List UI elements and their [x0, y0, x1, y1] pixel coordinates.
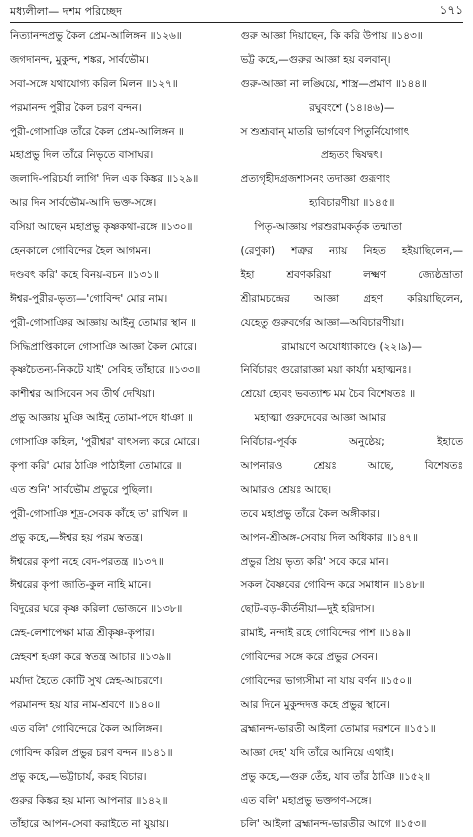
left-text-line: সিদ্ধিপ্রাপ্তিকালে গোসাঞি আজ্ঞা কৈল মোরে।	[10, 340, 197, 353]
left-text-line: মহাপ্রভু দিল তাঁরে নিভৃতে বাসাঘর।	[10, 149, 154, 162]
left-text-line: জগদানন্দ, মুকুন্দ, শঙ্কর, সার্বভৌম।	[10, 53, 149, 66]
left-text-line: গুরুর কিঙ্কর হয় মান্য আপনার ॥১৪২॥	[10, 794, 168, 807]
left-text-line: পরমানন্দ পুরীর কৈল চরণ বন্দন।	[10, 101, 142, 114]
left-text-line: ঈশ্বরের কৃপা নহে বেদ-পরতন্ত্র ॥১৩৭॥	[10, 555, 164, 568]
right-text-line: স শুশ্রূবান্ মাতরি ভার্গবেণ পিতুর্নিযোগাৎ	[240, 125, 410, 138]
left-text-line: ঈশ্বরের কৃপা জাতি-কুল নাহি মানে।	[10, 579, 152, 592]
right-text-line: ইহা শ্রবণকরিয়া লক্ষ্মণ জ্যেষ্ঠভ্রাতা	[240, 268, 463, 281]
right-text-line: ছোট-বড়-কীর্তনীয়া—দুই হরিদাস।	[240, 603, 375, 616]
right-column	[237, 25, 464, 837]
right-text-line: পিতৃ-আজ্ঞায় পরশুরামকর্তৃক তন্মাতা	[254, 221, 402, 234]
left-text-line: কৃপা করি' মোর ঠাঞি পাঠাইলা তোমারে ॥	[10, 460, 182, 473]
right-text-line: প্রভুর প্রিয় ভৃত্য করি' সবে করে মান।	[240, 555, 389, 568]
right-text-line: হ্যবিচারণীয়া ॥১৪৫॥	[309, 197, 395, 210]
left-text-line: পুরী-গোসাঞি শূদ্র-সেবক কাঁহে ত' রাখিল ॥	[10, 507, 188, 520]
left-text-line: এত শুনি' সার্বভৌম প্রভুরে পুছিলা।	[10, 483, 153, 496]
left-text-line: সবা-সঙ্গে যথাযোগ্য করিল মিলন ॥১২৭॥	[10, 77, 178, 90]
right-text-line: চলি' আইলা ব্রহ্মানন্দ-ভারতীর আগে ॥১৫৩॥	[240, 818, 427, 831]
right-text-line: আমারও শ্রেয়ঃ আছে।	[240, 483, 332, 496]
left-text-line: জলাদি-পরিচর্যা লাগি' দিল এক কিঙ্কর ॥১২৯॥	[10, 173, 199, 186]
right-text-line: রামাই, নন্দাই রহে গোবিন্দের পাশ ॥১৪৯॥	[240, 627, 411, 640]
right-text-line: গোবিন্দের সঙ্গে করে প্রভুর সেবন।	[240, 651, 378, 664]
right-text-line: আপন-শ্রীঅঙ্গ-সেবায় দিল অধিকার ॥১৪৭॥	[240, 531, 418, 544]
left-text-line: স্নেহ-লেশাপেক্ষা মাত্র শ্রীকৃষ্ণ-কৃপার।	[10, 627, 155, 640]
right-text-line: (রেণুকা) শত্রুর ন্যায় নিহত হইয়াছিলেন,—	[240, 245, 463, 258]
page-number: ১৭১	[439, 3, 463, 17]
right-text-line: প্রত্যগৃহীদগ্রজশাসনং তদাজ্ঞা গুরূণাং	[240, 173, 390, 186]
left-text-line: কাশীশ্বর আসিবেন সব তীর্থ দেখিয়া।	[10, 388, 155, 401]
left-text-line: মর্যাদা হৈতে কোটি সুখ স্নেহ-আচরণে।	[10, 675, 163, 688]
left-text-line: বিদুরের ঘরে কৃষ্ণ করিলা ভোজনে ॥১৩৮॥	[10, 603, 183, 616]
right-text-line: শ্রীরামচন্দ্রের আজ্ঞা গ্রহণ করিয়াছিলেন,	[240, 292, 463, 305]
right-text-line: নির্বিচার-পূর্বক অনুষ্ঠেয়; ইহাতে	[240, 436, 463, 449]
left-text-line: গোবিন্দ করিল প্রভুর চরণ বন্দন ॥১৪১॥	[10, 746, 173, 759]
left-text-line: হেনকালে গোবিন্দের হৈল আগমন।	[10, 245, 152, 258]
running-title: মধ্যলীলা— দশম পরিচ্ছেদ	[10, 5, 122, 18]
left-text-line: বসিয়া আছেন মহাপ্রভু কৃষ্ণকথা-রঙ্গে ॥১৩০॥	[10, 221, 193, 234]
right-text-line: ভট্ট কহে,—গুরুর আজ্ঞা হয় বলবান্।	[240, 53, 391, 66]
left-text-line: প্রভু আজ্ঞায় মুঞি আইনু তোমা-পদে ধাঞা ॥	[10, 412, 193, 425]
left-text-line: দণ্ডবৎ করি' কহে বিনয়-বচন ॥১৩১॥	[10, 268, 159, 281]
right-text-line: নির্বিচারং গুরোরাজ্ঞা ময়া কার্য্যা মহাত্মনঃ।	[240, 364, 412, 377]
left-text-line: গোসাঞি কহিল, 'পুরীশ্বর' বাৎসল্য করে মোরে।	[10, 436, 200, 449]
right-text-line: যেহেতু গুরুবর্গের আজ্ঞা—অবিচারণীয়া।	[240, 316, 405, 329]
left-text-line: কৃষ্ণচৈতন্য-নিকটে যাই' সেবিহ তাঁহারে ॥১৩৩॥	[10, 364, 201, 377]
right-text-line: ব্রহ্মানন্দ-ভারতী আইলা তোমার দরশনে ॥১৫১॥	[240, 722, 436, 735]
right-text-line: রামায়ণে অযোধ্যাকাণ্ডে (২২।৯)—	[281, 340, 422, 353]
right-text-line: প্রভু কহে,—গুরু তেঁহ, যাব তাঁর ঠাঞি ॥১৫২॥	[240, 770, 431, 783]
left-text-line: প্রভু কহে,—ভট্টাচার্য, করহ বিচার।	[10, 770, 147, 783]
right-text-line: তবে মহাপ্রভু তাঁরে কৈল অঙ্গীকার।	[240, 507, 380, 520]
page-header	[10, 4, 463, 23]
left-text-line: স্নেহবশ হঞা করে স্বতন্ত্র আচার ॥১৩৯॥	[10, 651, 172, 664]
left-text-line: আর দিন সার্বভৌম-আদি ভক্ত-সঙ্গে।	[10, 197, 157, 210]
right-text-line: আর দিনে মুকুন্দদত্ত কহে প্রভুর স্থানে।	[240, 698, 391, 711]
right-text-line: প্রহৃতং দ্বিষদ্বৎ।	[321, 149, 383, 162]
right-text-line: সকল বৈষ্ণবের গোবিন্দ করে সমাধান ॥১৪৮॥	[240, 579, 425, 592]
left-text-line: প্রভু কহে,—ঈশ্বর হয় পরম স্বতন্ত্র।	[10, 531, 143, 544]
left-text-line: ঈশ্বর-পুরীর-ভৃত্য—'গোবিন্দ' মোর নাম।	[10, 292, 168, 305]
right-text-line: এত বলি' মহাপ্রভু ভক্তগণ-সঙ্গে।	[240, 794, 372, 807]
right-text-line: আজ্ঞা দেহ' যদি তাঁরে আনিয়ে এথাই।	[240, 746, 394, 759]
text-columns	[10, 25, 463, 837]
right-text-line: মহাত্মা গুরুদেবের আজ্ঞা আমার	[254, 412, 386, 425]
left-text-line: তাঁহারে আপন-সেবা করাইতে না যুয়ায়।	[10, 818, 169, 831]
right-text-line: গুরু-আজ্ঞা না লঙ্ঘিয়ে, শাস্ত্র—প্রমাণ ॥১৪৪॥	[240, 77, 427, 90]
right-text-line: গুরু আজ্ঞা দিয়াছেন, কি করি উপায় ॥১৪৩॥	[240, 30, 423, 42]
right-text-line: গোবিন্দের ভাগ্যসীমা না যায় বর্ণন ॥১৫০॥	[240, 675, 412, 688]
right-text-line: শ্রেয়ো হ্যেবং ভবত্যাশ্চ মম চৈব বিশেষতঃ ॥	[240, 388, 416, 401]
right-text-line: আপনারও শ্রেয়ঃ আছে, বিশেষতঃ	[240, 460, 463, 473]
left-text-line: পরমানন্দ হয় যার নাম-শ্রবণে ॥১৪০॥	[10, 698, 161, 711]
left-text-line: পুরী-গোসাঞির আজ্ঞায় আইনু তোমার স্থান ॥	[10, 316, 197, 329]
left-text-line: নিত্যানন্দপ্রভু কৈল প্রেম-আলিঙ্গন ॥১২৬॥	[10, 30, 182, 42]
left-text-line: পুরী-গোসাঞি তাঁরে কৈল প্রেম-আলিঙ্গন ॥	[10, 125, 184, 138]
left-text-line: এত বলি' গোবিন্দেরে কৈল আলিঙ্গন।	[10, 722, 163, 735]
left-column	[10, 25, 237, 837]
right-text-line: রঘুবংশে (১৪।৪৬)—	[309, 101, 395, 114]
